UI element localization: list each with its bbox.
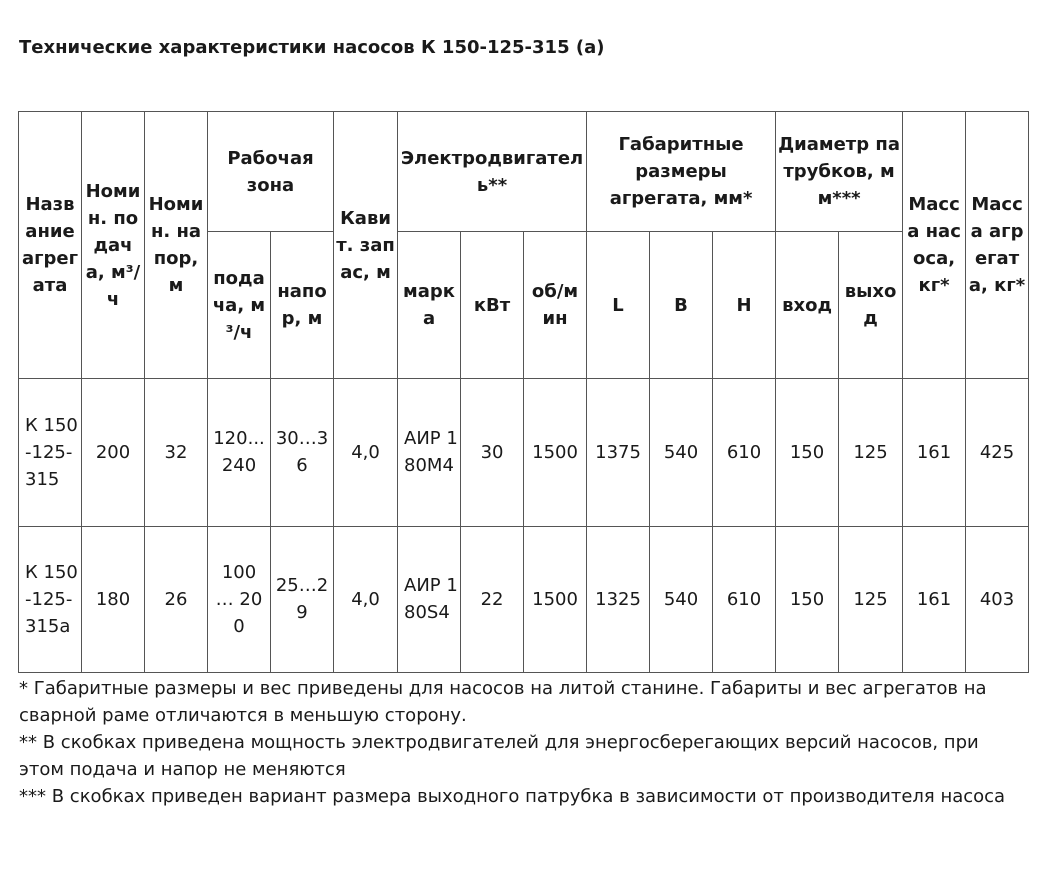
cell-nominal-flow: 180 xyxy=(82,526,145,673)
cell-unit-mass: 425 xyxy=(966,379,1029,527)
footnote-outlet-size: *** В скобках приведен вариант размера выходного патрубка в зависимости от производителя насоса xyxy=(19,786,1006,807)
cell-motor-power: 30 xyxy=(461,379,524,527)
cell-pipe-out: 125 xyxy=(839,379,903,527)
footnotes xyxy=(19,675,1029,810)
cell-nominal-head: 26 xyxy=(145,526,208,673)
table-row xyxy=(19,526,1029,673)
cell-zone-flow: 120...240 xyxy=(208,379,271,527)
col-header-zone-flow: подача, м³/ч xyxy=(208,232,271,379)
footnote-dimensions: * Габаритные размеры и вес приведены для насосов на литой станине. Габариты и вес агрегатов на сварной раме отличаются в меньшую сторону. xyxy=(19,678,987,726)
col-header-unit-mass: Масса агрегата, кг* xyxy=(966,112,1029,379)
col-header-dim-b: B xyxy=(650,232,713,379)
col-header-pipe-out: выход xyxy=(839,232,903,379)
cell-unit-mass: 403 xyxy=(966,526,1029,673)
cell-pump-mass: 161 xyxy=(903,379,966,527)
cell-zone-head: 25…29 xyxy=(271,526,334,673)
col-header-dimensions: Габаритные размеры агрегата, мм* xyxy=(587,112,776,232)
cell-nominal-flow: 200 xyxy=(82,379,145,527)
cell-dim-l: 1375 xyxy=(587,379,650,527)
cell-motor-rpm: 1500 xyxy=(524,526,587,673)
col-header-work-zone: Рабочая зона xyxy=(208,112,334,232)
cell-pump-mass: 161 xyxy=(903,526,966,673)
cell-motor-brand: АИР 180S4 xyxy=(398,526,461,673)
col-header-cavitation: Кавит. запас, м xyxy=(334,112,398,379)
col-header-nominal-flow: Номин. подача, м³/ч xyxy=(82,112,145,379)
col-header-motor: Электродвигатель** xyxy=(398,112,587,232)
cell-cavitation: 4,0 xyxy=(334,526,398,673)
col-header-pipe-diameter: Диаметр патрубков, мм*** xyxy=(776,112,903,232)
cell-dim-b: 540 xyxy=(650,379,713,527)
footnote-motor-power: ** В скобках приведена мощность электродвигателей для энергосберегающих версий насосов, при этом подача и напор не меняются xyxy=(19,732,979,780)
cell-dim-b: 540 xyxy=(650,526,713,673)
cell-cavitation: 4,0 xyxy=(334,379,398,527)
cell-pipe-in: 150 xyxy=(776,526,839,673)
cell-motor-rpm: 1500 xyxy=(524,379,587,527)
col-header-motor-rpm: об/мин xyxy=(524,232,587,379)
col-header-zone-head: напор, м xyxy=(271,232,334,379)
cell-dim-h: 610 xyxy=(713,379,776,527)
cell-name: К 150-125-315а xyxy=(19,526,82,673)
col-header-motor-brand: марка xyxy=(398,232,461,379)
pump-specs-table xyxy=(18,111,1029,673)
cell-dim-l: 1325 xyxy=(587,526,650,673)
col-header-motor-power: кВт xyxy=(461,232,524,379)
cell-zone-head: 30…36 xyxy=(271,379,334,527)
table-row xyxy=(19,379,1029,527)
col-header-nominal-head: Номин. напор, м xyxy=(145,112,208,379)
cell-name: К 150-125-315 xyxy=(19,379,82,527)
col-header-pump-mass: Масса насоса, кг* xyxy=(903,112,966,379)
table-header-row-top xyxy=(19,112,1029,232)
col-header-dim-h: H xyxy=(713,232,776,379)
page-title: Технические характеристики насосов К 150-125-315 (а) xyxy=(19,37,605,58)
cell-pipe-in: 150 xyxy=(776,379,839,527)
cell-nominal-head: 32 xyxy=(145,379,208,527)
cell-zone-flow: 100 … 200 xyxy=(208,526,271,673)
col-header-dim-l: L xyxy=(587,232,650,379)
col-header-name: Название агрегата xyxy=(19,112,82,379)
cell-pipe-out: 125 xyxy=(839,526,903,673)
col-header-pipe-in: вход xyxy=(776,232,839,379)
cell-motor-brand: АИР 180М4 xyxy=(398,379,461,527)
cell-motor-power: 22 xyxy=(461,526,524,673)
cell-dim-h: 610 xyxy=(713,526,776,673)
